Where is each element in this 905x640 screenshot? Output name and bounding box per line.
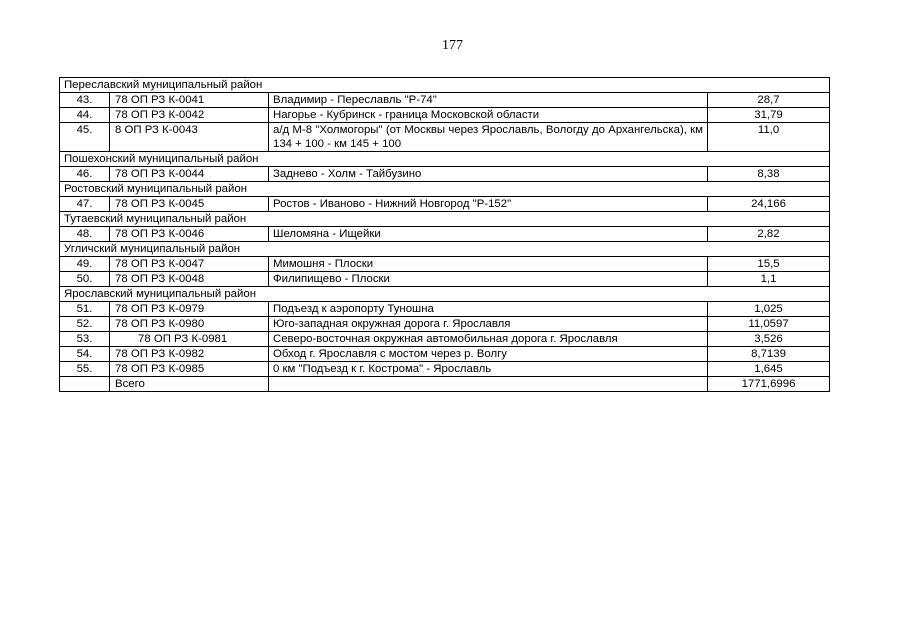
table-row bbox=[60, 93, 830, 108]
road-name: Шеломяна - Ищейки bbox=[269, 227, 708, 242]
row-number bbox=[60, 377, 110, 392]
road-code: 8 ОП РЗ К-0043 bbox=[110, 123, 269, 152]
road-length: 8,38 bbox=[708, 167, 830, 182]
page-number: 177 bbox=[442, 38, 463, 53]
row-number: 50. bbox=[60, 272, 110, 287]
row-number: 51. bbox=[60, 302, 110, 317]
row-number: 55. bbox=[60, 362, 110, 377]
table-row bbox=[60, 257, 830, 272]
road-length: 1,645 bbox=[708, 362, 830, 377]
road-name: Заднево - Холм - Тайбузино bbox=[269, 167, 708, 182]
road-code: Всего bbox=[110, 377, 269, 392]
table-row bbox=[60, 347, 830, 362]
row-number: 52. bbox=[60, 317, 110, 332]
road-code: 78 ОП РЗ К-0046 bbox=[110, 227, 269, 242]
roads-table bbox=[59, 77, 830, 392]
district-header-row bbox=[60, 152, 830, 167]
road-name: Обход г. Ярославля с мостом через р. Волгу bbox=[269, 347, 708, 362]
road-code: 78 ОП РЗ К-0979 bbox=[110, 302, 269, 317]
row-number: 54. bbox=[60, 347, 110, 362]
row-number: 45. bbox=[60, 123, 110, 152]
row-number: 53. bbox=[60, 332, 110, 347]
road-name: а/д М-8 "Холмогоры" (от Москвы через Ярославль, Вологду до Архангельска), км 134 + 100 - км 145 + 100 bbox=[269, 123, 708, 152]
district-header-row bbox=[60, 287, 830, 302]
district-header-row bbox=[60, 242, 830, 257]
table-row bbox=[60, 317, 830, 332]
road-length: 8,7139 bbox=[708, 347, 830, 362]
row-number: 46. bbox=[60, 167, 110, 182]
district-name: Угличский муниципальный район bbox=[60, 242, 830, 257]
road-code: 78 ОП РЗ К-0980 bbox=[110, 317, 269, 332]
road-length: 11,0 bbox=[708, 123, 830, 152]
district-name: Ростовский муниципальный район bbox=[60, 182, 830, 197]
road-length: 2,82 bbox=[708, 227, 830, 242]
road-length: 3,526 bbox=[708, 332, 830, 347]
table-row bbox=[60, 227, 830, 242]
road-name: Подъезд к аэропорту Туношна bbox=[269, 302, 708, 317]
road-code: 78 ОП РЗ К-0985 bbox=[110, 362, 269, 377]
road-code: 78 ОП РЗ К-0048 bbox=[110, 272, 269, 287]
table-row bbox=[60, 197, 830, 212]
road-name: Нагорье - Кубринск - граница Московской области bbox=[269, 108, 708, 123]
table-row bbox=[60, 167, 830, 182]
district-name: Переславский муниципальный район bbox=[60, 78, 830, 93]
district-header-row bbox=[60, 182, 830, 197]
road-length: 15,5 bbox=[708, 257, 830, 272]
table-row bbox=[60, 362, 830, 377]
row-number: 48. bbox=[60, 227, 110, 242]
road-code: 78 ОП РЗ К-0047 bbox=[110, 257, 269, 272]
district-header-row bbox=[60, 78, 830, 93]
road-length: 24,166 bbox=[708, 197, 830, 212]
road-code: 78 ОП РЗ К-0042 bbox=[110, 108, 269, 123]
district-name: Ярославский муниципальный район bbox=[60, 287, 830, 302]
total-row bbox=[60, 377, 830, 392]
road-length: 31,79 bbox=[708, 108, 830, 123]
road-length: 11,0597 bbox=[708, 317, 830, 332]
road-name bbox=[269, 377, 708, 392]
district-name: Тутаевский муниципальный район bbox=[60, 212, 830, 227]
table-row bbox=[60, 332, 830, 347]
table-row bbox=[60, 123, 830, 152]
row-number: 43. bbox=[60, 93, 110, 108]
road-name: Мимошня - Плоски bbox=[269, 257, 708, 272]
road-name: Владимир - Переславль "Р-74" bbox=[269, 93, 708, 108]
row-number: 47. bbox=[60, 197, 110, 212]
road-length: 28,7 bbox=[708, 93, 830, 108]
row-number: 49. bbox=[60, 257, 110, 272]
road-name: Ростов - Иваново - Нижний Новгород "Р-152" bbox=[269, 197, 708, 212]
road-name: Филипищево - Плоски bbox=[269, 272, 708, 287]
road-length: 1771,6996 bbox=[708, 377, 830, 392]
road-code: 78 ОП РЗ К-0981 bbox=[110, 332, 269, 347]
road-code: 78 ОП РЗ К-0045 bbox=[110, 197, 269, 212]
table-row bbox=[60, 302, 830, 317]
road-length: 1,025 bbox=[708, 302, 830, 317]
road-name: Северо-восточная окружная автомобильная дорога г. Ярославля bbox=[269, 332, 708, 347]
road-code: 78 ОП РЗ К-0044 bbox=[110, 167, 269, 182]
road-code: 78 ОП РЗ К-0982 bbox=[110, 347, 269, 362]
table-row bbox=[60, 272, 830, 287]
table-row bbox=[60, 108, 830, 123]
road-name: Юго-западная окружная дорога г. Ярославля bbox=[269, 317, 708, 332]
district-name: Пошехонский муниципальный район bbox=[60, 152, 830, 167]
road-name: 0 км "Подъезд к г. Кострома" - Ярославль bbox=[269, 362, 708, 377]
row-number: 44. bbox=[60, 108, 110, 123]
roads-table-body bbox=[60, 78, 830, 392]
road-length: 1,1 bbox=[708, 272, 830, 287]
district-header-row bbox=[60, 212, 830, 227]
road-code: 78 ОП РЗ К-0041 bbox=[110, 93, 269, 108]
